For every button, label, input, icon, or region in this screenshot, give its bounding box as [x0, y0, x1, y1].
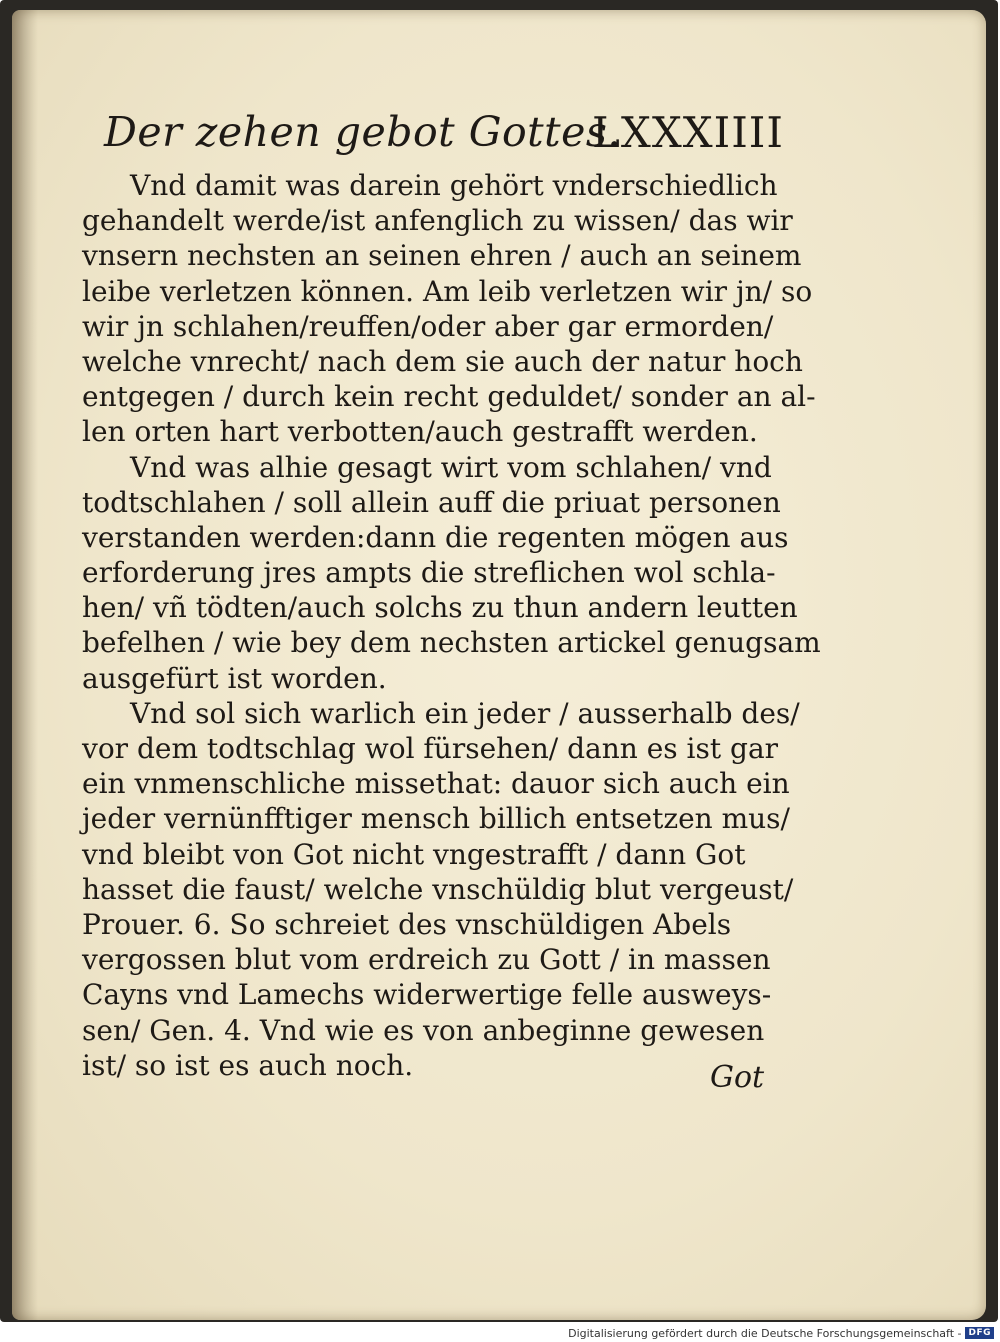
text-line: Vnd was alhie gesagt wirt vom schlahen/ vnd: [130, 450, 772, 484]
body-text: [82, 168, 821, 1083]
text-line: todtschlahen / soll allein auff die priuat personen: [82, 485, 781, 519]
spine-shadow: [12, 10, 38, 1320]
text-line: ein vnmenschliche missethat: dauor sich auch ein: [82, 767, 790, 801]
text-line: erforderung jres ampts die streflichen wol schla-: [82, 556, 776, 590]
text-line: gehandelt werde/ist anfenglich zu wissen/ das wir: [82, 204, 793, 238]
funding-credit-text: Digitalisierung gefördert durch die Deutsche Forschungsgemeinschaft -: [568, 1326, 962, 1340]
book-page: [12, 10, 986, 1320]
catchword: Got: [710, 1060, 765, 1095]
text-line: ausgefürt ist worden.: [82, 661, 387, 695]
text-line: jeder vernünfftiger mensch billich entsetzen mus/: [82, 802, 790, 836]
text-line: hen/ vñ tödten/auch solchs zu thun andern leutten: [82, 591, 798, 625]
text-line: hasset die faust/ welche vnschüldig blut vergeust/: [82, 872, 794, 906]
text-line: verstanden werden:dann die regenten mögen aus: [82, 520, 789, 554]
text-line: vor dem todtschlag wol fürsehen/ dann es ist gar: [82, 732, 779, 765]
text-line: leibe verletzen können. Am leib verletzen wir jn/ so: [82, 274, 813, 308]
text-line: befelhen / wie bey dem nechsten artickel genugsam: [82, 626, 821, 660]
running-title: Der zehen gebot Gottes.: [104, 108, 621, 156]
text-line: Vnd damit was darein gehört vnderschiedlich: [130, 169, 778, 202]
funding-credit: [568, 1325, 994, 1341]
running-header: [104, 108, 784, 168]
text-line: vnsern nechsten an seinen ehren / auch an seinem: [82, 239, 802, 273]
text-line: ist/ so ist es auch noch.: [82, 1048, 414, 1082]
text-line: len orten hart verbotten/auch gestrafft werden.: [82, 415, 758, 449]
text-line: vnd bleibt von Got nicht vngestrafft / dann Got: [82, 837, 746, 871]
text-line: wir jn schlahen/reuffen/oder aber gar ermorden/: [82, 309, 774, 343]
text-line: Cayns vnd Lamechs widerwertige felle ausweys-: [82, 978, 772, 1012]
text-line: Prouer. 6. So schreiet des vnschüldigen Abels: [82, 907, 732, 941]
text-line: sen/ Gen. 4. Vnd wie es von anbeginne gewesen: [82, 1013, 765, 1047]
text-line: vergossen blut vom erdreich zu Gott / in massen: [82, 943, 771, 977]
text-line: Vnd sol sich warlich ein jeder / ausserhalb des/: [130, 696, 800, 730]
text-line: entgegen / durch kein recht geduldet/ sonder an al-: [82, 380, 816, 414]
text-line: welche vnrecht/ nach dem sie auch der natur hoch: [82, 344, 803, 378]
folio-number: LXXXIIII: [592, 108, 784, 157]
dfg-logo-icon[interactable]: DFG: [965, 1327, 994, 1339]
